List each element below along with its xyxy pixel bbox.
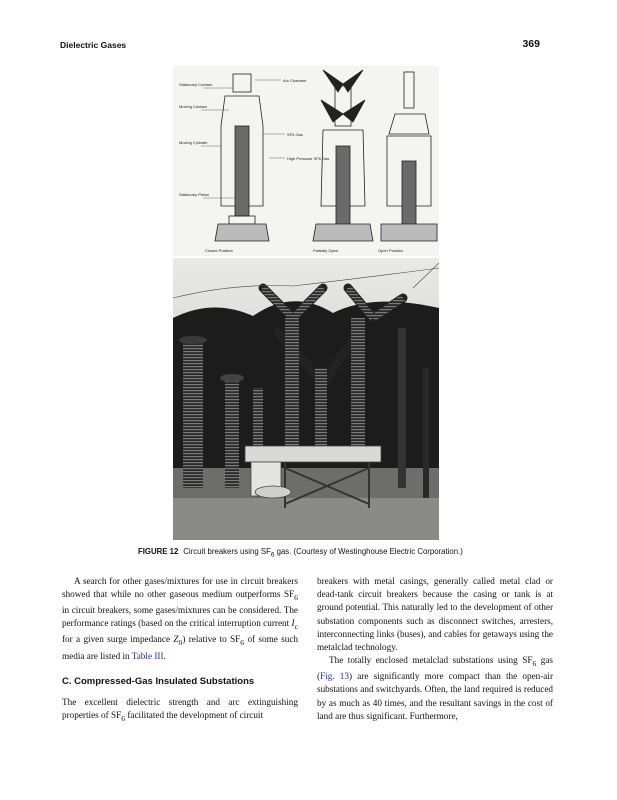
breaker-closed-diagram	[215, 74, 269, 241]
label-moving-contact: Moving Contact	[179, 104, 207, 109]
label-sf6-gas: SF6 Gas	[287, 132, 303, 137]
breaker-diagram-figure	[173, 66, 439, 256]
right-column	[317, 575, 553, 723]
label-stationary-piston: Stationary Piston	[179, 192, 210, 197]
figure-caption-credit: gas. (Courtesy of Westinghouse Electric Corporation.)	[274, 547, 463, 556]
paragraph-dielectric-strength: The excellent dielectric strength and arc extinguishing properties of $SF_6$ facilitated the development of circuit	[62, 696, 298, 723]
figure-caption-text: Circuit breakers using SF	[183, 547, 271, 556]
left-column	[62, 575, 298, 725]
paragraph-gas-search: A search for other gases/mixtures for use in circuit breakers showed that while no other gaseous medium outperforms $SF_6$ in circuit breakers, some gases/mixtures can be considered. The performance ratings (based on the critical interruption current $I_c$ for a given surge impedance $Z_0$) relative to $SF_6$ of some such media are listed in Table III.	[62, 576, 298, 661]
caption-subscript: 6	[270, 551, 275, 559]
label-arc-chamber: Arc Chamber	[283, 78, 307, 83]
fig-13-link[interactable]: Fig. 13	[320, 671, 349, 682]
page-number: 369	[522, 38, 540, 50]
breaker-open-diagram	[381, 72, 437, 241]
label-stationary-contact: Stationary Contact	[179, 82, 212, 87]
paragraph-metalclad-breakers: breakers with metal casings, generally called metal clad or dead-tank circuit breakers because the casing or tank is at ground potential. This naturally led to the development of other substation components such as disconnect switches, arresters, interconnecting links (buses), and cables for getaways using the metalclad technology.	[317, 576, 553, 653]
label-partially-open: Partially Open	[313, 248, 339, 253]
label-high-pressure: High Pressure SF6 Gas	[287, 156, 330, 161]
breaker-photo-figure	[173, 258, 439, 540]
section-heading: C. Compressed-Gas Insulated Substations	[62, 675, 255, 687]
figure-caption-label: FIGURE 12	[138, 547, 179, 556]
label-open-position: Open Position	[378, 248, 404, 253]
running-header-section: Dielectric Gases	[60, 40, 127, 50]
figure-caption	[138, 547, 538, 559]
paragraph-enclosed-substations: The totally enclosed metalclad substations using $SF_6$ gas (Fig. 13) are significantly more compact than the open-air substations and switchyards. Often, the land required is reduced by as much as 40 times, and the resultant savings in the cost of land are thus significant. Furthermore,	[317, 655, 554, 721]
label-moving-cylinder: Moving Cylinder	[179, 140, 208, 145]
table-iii-link[interactable]: Table III	[131, 650, 164, 661]
label-closed-position: Closed Position	[205, 248, 233, 253]
